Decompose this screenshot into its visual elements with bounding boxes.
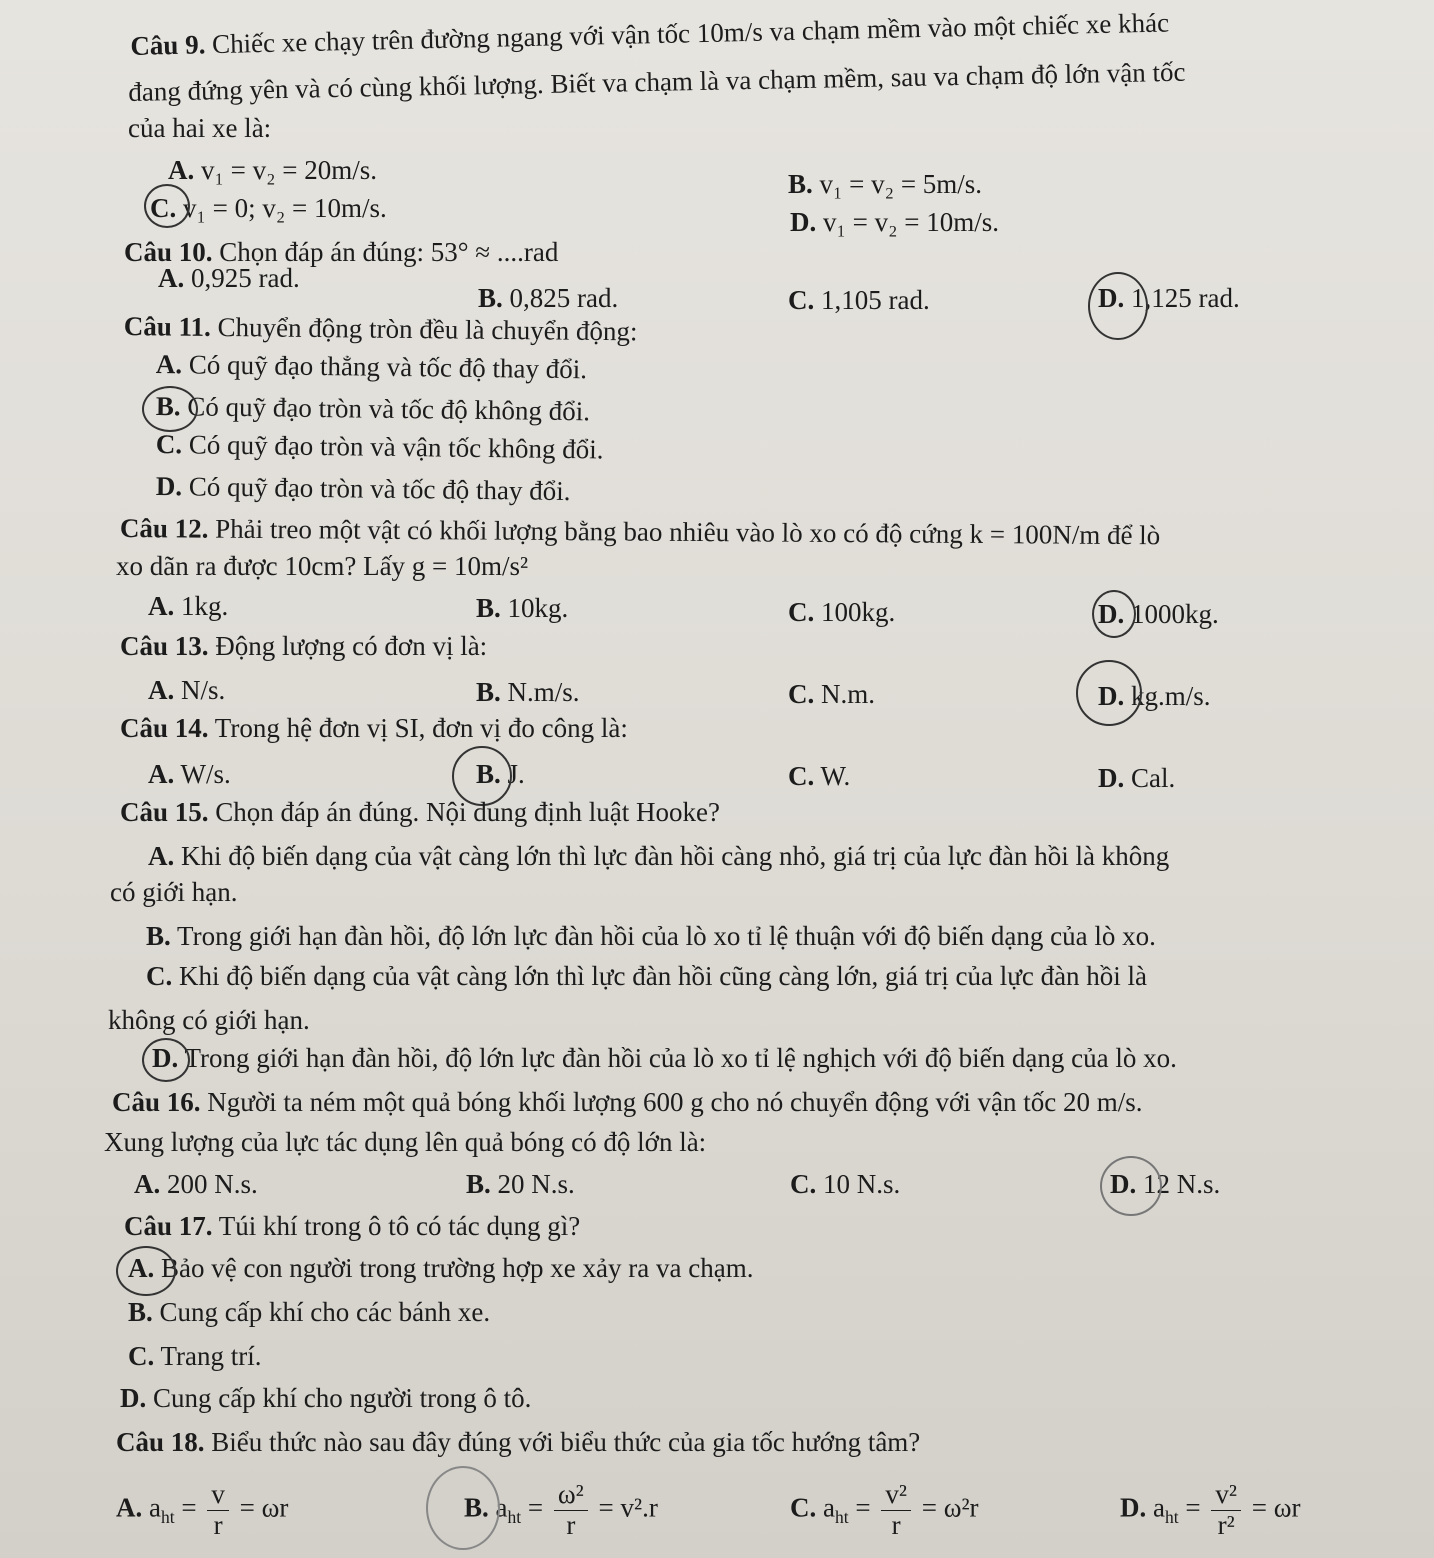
option-c[interactable] — [146, 960, 1147, 992]
question-text: Túi khí trong ô tô có tác dụng gì? — [218, 1211, 581, 1241]
option-letter: A. — [155, 348, 183, 380]
option-text: 0,825 rad. — [509, 283, 619, 313]
option-d[interactable] — [1098, 762, 1175, 794]
option-letter: A. — [158, 263, 185, 293]
question-text: Phải treo một vật có khối lượng bằng bao nhiêu vào lò xo có độ cứng k = 100N/m để lò — [215, 513, 1161, 551]
option-a[interactable] — [148, 840, 1169, 872]
formula-symbol: a — [1153, 1492, 1165, 1523]
option-a[interactable] — [128, 1252, 753, 1284]
option-text: 10kg. — [507, 593, 569, 623]
formula-tail: = ωr — [239, 1492, 289, 1523]
option-text: 1,105 rad. — [821, 285, 930, 315]
option-text: Khi độ biến dạng của vật càng lớn thì lực đàn hồi càng nhỏ, giá trị của lực đàn hồi là không — [181, 841, 1170, 871]
option-text: Có quỹ đạo tròn và tốc độ thay đổi. — [188, 471, 571, 507]
option-text: 12 N.s. — [1143, 1169, 1221, 1199]
option-text: 100kg. — [821, 597, 896, 627]
question-text: Người ta ném một quả bóng khối lượng 600 g cho nó chuyển động với vận tốc 20 m/s. — [207, 1087, 1143, 1117]
option-letter: A. — [148, 759, 175, 789]
option-letter: B. — [476, 677, 501, 707]
fraction-numerator: v² — [881, 1480, 911, 1511]
question-text: của hai xe là: — [128, 113, 272, 143]
option-letter: D. — [120, 1383, 147, 1413]
question-label: Câu 14. — [120, 713, 209, 743]
option-text: 20 N.s. — [497, 1169, 575, 1199]
option-text: Có quỹ đạo tròn và vận tốc không đổi. — [188, 429, 604, 465]
option-letter: A. — [116, 1492, 143, 1523]
option-a[interactable] — [148, 758, 231, 790]
option-a[interactable] — [116, 1480, 288, 1540]
formula-symbol: a — [823, 1492, 835, 1523]
question-text: Trong hệ đơn vị SI, đơn vị đo công là: — [214, 713, 628, 743]
question-16-stem — [112, 1086, 1143, 1118]
option-text: Cal. — [1131, 763, 1176, 793]
formula-operator: = — [527, 1492, 544, 1523]
option-c[interactable] — [790, 1168, 900, 1200]
question-text: Xung lượng của lực tác dụng lên quả bóng có độ lớn là: — [104, 1127, 707, 1157]
option-d[interactable] — [1098, 598, 1219, 630]
option-d[interactable] — [790, 206, 999, 238]
option-a[interactable] — [168, 154, 377, 186]
option-text: 1,125 rad. — [1131, 283, 1240, 313]
fraction-numerator: v — [207, 1480, 229, 1511]
formula-subscript: ht — [1164, 1506, 1179, 1527]
option-letter: C. — [790, 1492, 817, 1523]
option-text: Có quỹ đạo thẳng và tốc độ thay đổi. — [188, 349, 588, 385]
option-text: W. — [820, 761, 851, 791]
question-label: Câu 16. — [112, 1087, 201, 1117]
formula-operator: = — [855, 1492, 871, 1523]
option-letter: B. — [478, 283, 503, 313]
question-17-stem — [124, 1210, 580, 1242]
fraction-denominator: r — [566, 1509, 576, 1540]
option-letter: D. — [1098, 763, 1125, 793]
option-letter: A. — [148, 591, 175, 621]
option-text: 0,925 rad. — [191, 263, 300, 293]
option-c[interactable] — [788, 596, 895, 628]
option-text: Cung cấp khí cho người trong ô tô. — [153, 1383, 532, 1413]
option-letter: D. — [1098, 599, 1125, 629]
option-text: N.m. — [821, 679, 875, 709]
question-text: Chiếc xe chạy trên đường ngang với vận tốc 10m/s va chạm mềm vào một chiếc xe khác — [211, 7, 1170, 60]
question-label: Câu 12. — [119, 513, 209, 544]
question-label: Câu 10. — [124, 237, 213, 267]
question-11-stem — [124, 310, 638, 348]
option-text: Bảo vệ con người trong trường hợp xe xảy ra va chạm. — [161, 1253, 754, 1283]
option-letter: B. — [466, 1169, 491, 1199]
question-text: Chọn đáp án đúng: 53° ≈ ....rad — [219, 237, 559, 267]
option-letter: D. — [1110, 1169, 1137, 1199]
question-14-stem — [120, 712, 628, 744]
option-a[interactable] — [158, 262, 300, 294]
option-letter: C. — [146, 961, 173, 991]
option-letter: A. — [148, 841, 175, 871]
option-b[interactable] — [476, 758, 525, 790]
formula-symbol: a — [495, 1492, 508, 1523]
option-text: v₁ = v₂ = 10m/s. — [823, 207, 1000, 237]
option-c[interactable] — [788, 284, 930, 316]
question-text: Biểu thức nào sau đây đúng với biểu thức của gia tốc hướng tâm? — [211, 1427, 921, 1457]
option-text: Khi độ biến dạng của vật càng lớn thì lực đàn hồi cũng càng lớn, giá trị của lực đàn hồi là — [179, 961, 1148, 991]
option-a[interactable] — [148, 674, 225, 706]
option-letter: A. — [168, 155, 195, 185]
option-c[interactable] — [128, 1340, 262, 1372]
option-text: 10 N.s. — [823, 1169, 901, 1199]
option-letter: B. — [788, 169, 813, 199]
option-text: kg.m/s. — [1131, 681, 1211, 711]
formula-fraction — [207, 1480, 229, 1540]
option-letter: B. — [128, 1297, 153, 1327]
fraction-numerator: v² — [1211, 1480, 1241, 1511]
formula-operator: = — [1185, 1492, 1201, 1523]
formula-fraction — [881, 1480, 911, 1540]
option-b[interactable] — [476, 592, 568, 624]
option-text: Cung cấp khí cho các bánh xe. — [159, 1297, 491, 1327]
question-text: xo dãn ra được 10cm? Lấy g = 10m/s² — [116, 551, 529, 581]
question-text: Động lượng có đơn vị là: — [215, 631, 488, 661]
option-letter: C. — [150, 193, 177, 223]
option-text: không có giới hạn. — [108, 1005, 310, 1035]
option-text: Có quỹ đạo tròn và tốc độ không đổi. — [187, 391, 591, 427]
option-c[interactable] — [788, 678, 875, 710]
option-text: v₁ = 0; v₂ = 10m/s. — [183, 193, 387, 223]
option-letter: C. — [790, 1169, 817, 1199]
question-13-stem — [120, 630, 487, 662]
option-d[interactable] — [1098, 282, 1240, 314]
fraction-denominator: r — [891, 1509, 901, 1540]
option-d[interactable] — [120, 1382, 531, 1414]
formula-fraction — [554, 1480, 588, 1540]
option-text: N.m/s. — [507, 677, 580, 707]
formula-subscript: ht — [834, 1506, 849, 1527]
option-text: v₁ = v₂ = 20m/s. — [201, 155, 378, 185]
option-letter: B. — [155, 390, 181, 422]
question-text: đang đứng yên và có cùng khối lượng. Biết va chạm là va chạm mềm, sau va chạm độ lớn vận tốc — [128, 56, 1186, 107]
fraction-denominator: r² — [1217, 1509, 1235, 1540]
option-d[interactable] — [152, 1042, 1177, 1074]
option-b[interactable] — [156, 390, 591, 428]
option-d[interactable] — [1098, 680, 1211, 712]
option-letter: D. — [152, 1043, 179, 1073]
question-label: Câu 11. — [123, 310, 212, 342]
option-letter: D. — [790, 207, 817, 237]
question-text: Chọn đáp án đúng. Nội dung định luật Hooke? — [215, 797, 720, 827]
question-label: Câu 17. — [124, 1211, 213, 1241]
option-letter: B. — [464, 1492, 489, 1523]
option-letter: C. — [788, 597, 815, 627]
option-b[interactable] — [464, 1480, 658, 1540]
option-letter: C. — [788, 285, 815, 315]
option-letter: A. — [128, 1253, 155, 1283]
question-label: Câu 13. — [120, 631, 209, 661]
option-b[interactable] — [476, 676, 580, 708]
option-b[interactable] — [466, 1168, 575, 1200]
question-label: Câu 9. — [130, 29, 206, 61]
option-c[interactable] — [790, 1480, 979, 1540]
option-d[interactable] — [156, 470, 571, 507]
formula-fraction — [1211, 1480, 1241, 1540]
option-letter: C. — [788, 679, 815, 709]
option-text: 1000kg. — [1131, 599, 1219, 629]
option-text: Trong giới hạn đàn hồi, độ lớn lực đàn hồi của lò xo tỉ lệ nghịch với độ biến dạng của lò xo. — [184, 1043, 1177, 1073]
formula-subscript: ht — [507, 1506, 522, 1527]
option-letter: B. — [476, 593, 501, 623]
option-text: v₁ = v₂ = 5m/s. — [819, 169, 983, 199]
question-15-stem — [120, 796, 720, 828]
option-b[interactable] — [128, 1296, 490, 1328]
option-d[interactable] — [1120, 1480, 1300, 1540]
question-12-stem — [120, 512, 1161, 552]
option-text: Trong giới hạn đàn hồi, độ lớn lực đàn hồi của lò xo tỉ lệ thuận với độ biến dạng của lò xo. — [177, 921, 1156, 951]
option-b[interactable] — [788, 168, 982, 200]
option-letter: C. — [155, 428, 183, 460]
option-text: 200 N.s. — [167, 1169, 258, 1199]
option-text: J. — [507, 759, 525, 789]
option-letter: A. — [134, 1169, 161, 1199]
fraction-denominator: r — [213, 1509, 223, 1540]
option-b[interactable] — [478, 282, 618, 314]
formula-operator: = — [181, 1492, 197, 1523]
formula-tail: = v².r — [598, 1492, 658, 1523]
option-letter: A. — [148, 675, 175, 705]
formula-subscript: ht — [160, 1506, 175, 1527]
formula-symbol: a — [149, 1492, 161, 1523]
formula-tail: = ω²r — [921, 1492, 979, 1523]
option-a[interactable] — [156, 348, 588, 386]
option-text: có giới hạn. — [110, 877, 238, 907]
option-b[interactable] — [146, 920, 1156, 952]
option-text: W/s. — [180, 759, 231, 789]
option-letter: B. — [146, 921, 171, 951]
option-text: N/s. — [181, 675, 226, 705]
fraction-numerator: ω² — [554, 1480, 588, 1511]
option-letter: B. — [476, 759, 501, 789]
question-9-stem — [130, 6, 1169, 62]
option-c[interactable] — [150, 192, 387, 224]
option-c[interactable] — [156, 428, 604, 466]
option-letter: C. — [128, 1341, 155, 1371]
option-c[interactable] — [788, 760, 850, 792]
formula-tail: = ωr — [1251, 1492, 1301, 1523]
option-letter: D. — [155, 470, 183, 502]
option-a[interactable] — [134, 1168, 258, 1200]
question-label: Câu 15. — [120, 797, 209, 827]
option-text: 1kg. — [181, 591, 229, 621]
option-a[interactable] — [148, 590, 228, 622]
option-letter: D. — [1098, 681, 1125, 711]
option-letter: D. — [1098, 283, 1125, 313]
question-18-stem — [116, 1426, 920, 1458]
question-text: Chuyển động tròn đều là chuyển động: — [217, 311, 638, 347]
option-letter: D. — [1120, 1492, 1147, 1523]
option-d[interactable] — [1110, 1168, 1220, 1200]
option-letter: C. — [788, 761, 815, 791]
option-text: Trang trí. — [160, 1341, 262, 1371]
question-label: Câu 18. — [116, 1427, 205, 1457]
